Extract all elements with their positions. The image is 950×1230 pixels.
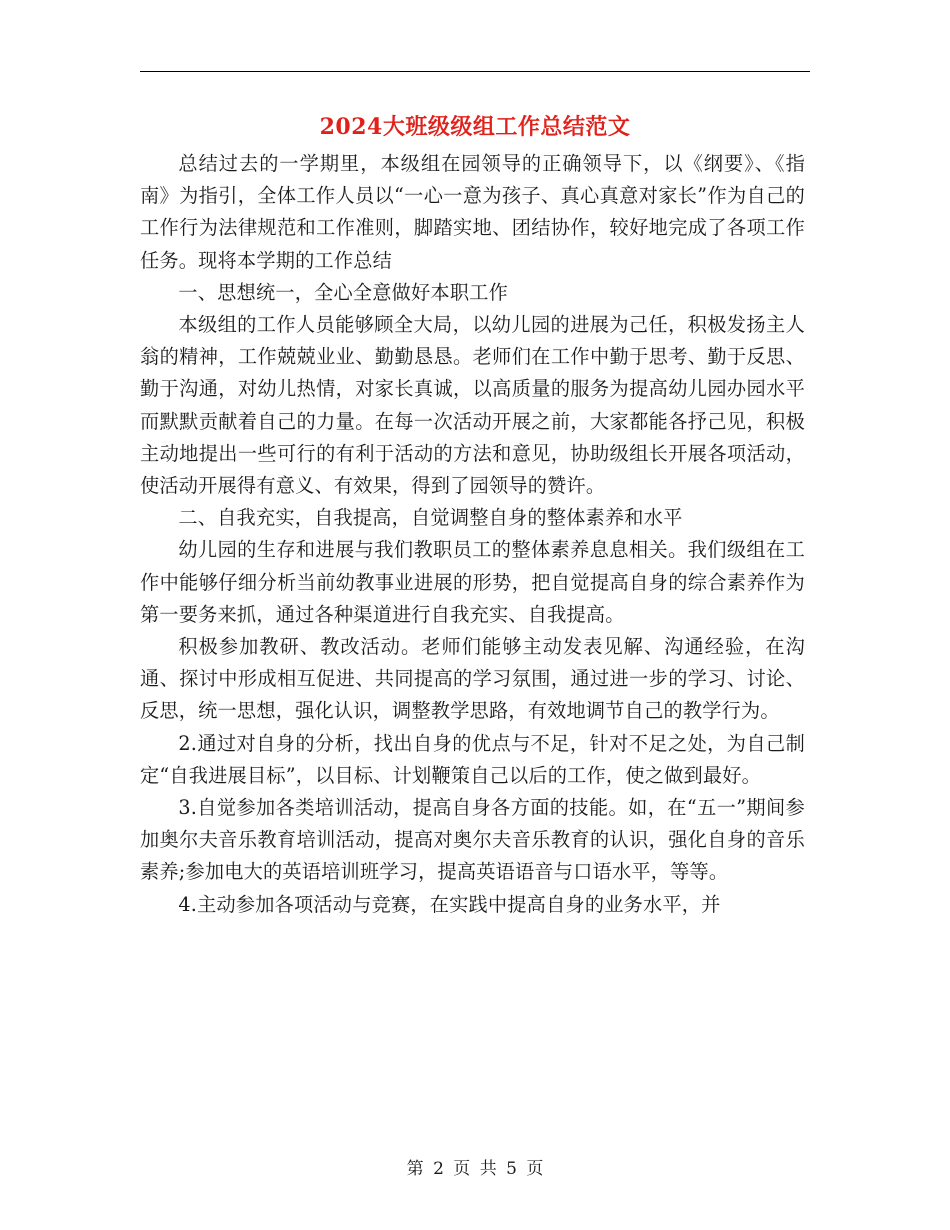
paragraph-item-1: 积极参加教研、教改活动。老师们能够主动发表见解、沟通经验，在沟通、探讨中形成相互促进、共同提高的学习氛围，通过进一步的学习、讨论、反思，统一思想，强化认识，调整教学思路，有效地调节自己的教学行为。 bbox=[140, 635, 805, 723]
header-rule bbox=[140, 71, 810, 72]
document-title: 2024大班级级组工作总结范文 bbox=[319, 114, 631, 140]
paragraph-section-1: 本级组的工作人员能够顾全大局，以幼儿园的进展为己任，积极发扬主人翁的精神，工作兢兢业业、勤勤恳恳。老师们在工作中勤于思考、勤于反思、勤于沟通，对幼儿热情，对家长真诚，以高质量的服务为提高幼儿园办园水平而默默贡献着自己的力量。在每一次活动开展之前，大家都能各抒己见，积极主动地提出一些可行的有利于活动的方法和意见，协助级组长开展各项活动，使活动开展得有意义、有效果，得到了园领导的赞许。 bbox=[140, 313, 805, 498]
paragraph-item-3: 3.自觉参加各类培训活动，提高自身各方面的技能。如，在“五一”期间参加奥尔夫音乐教育培训活动，提高对奥尔夫音乐教育的认识，强化自身的音乐素养;参加电大的英语培训班学习，提高英语语音与口语水平，等等。 bbox=[140, 796, 805, 884]
page-number: 第 2 页 共 5 页 bbox=[406, 1159, 544, 1179]
document-body bbox=[140, 148, 805, 921]
paragraph-item-4: 4.主动参加各项活动与竞赛，在实践中提高自身的业务水平，并 bbox=[178, 892, 721, 916]
section-heading-2: 二、自我充实，自我提高，自觉调整自身的整体素养和水平 bbox=[178, 506, 683, 530]
paragraph-intro: 总结过去的一学期里，本级组在园领导的正确领导下，以《纲要》、《指南》为指引，全体工作人员以“一心一意为孩子、真心真意对家长”作为自己的工作行为法律规范和工作准则，脚踏实地、团结协作，较好地完成了各项工作任务。现将本学期的工作总结 bbox=[140, 152, 805, 272]
paragraph-section-2: 幼儿园的生存和进展与我们教职员工的整体素养息息相关。我们级组在工作中能够仔细分析当前幼教事业进展的形势，把自觉提高自身的综合素养作为第一要务来抓，通过各种渠道进行自我充实、自我提高。 bbox=[140, 538, 805, 626]
paragraph-item-2: 2.通过对自身的分析，找出自身的优点与不足，针对不足之处，为自己制定“自我进展目标”，以目标、计划鞭策自己以后的工作，使之做到最好。 bbox=[140, 731, 805, 787]
section-heading-1: 一、思想统一，全心全意做好本职工作 bbox=[178, 280, 508, 304]
